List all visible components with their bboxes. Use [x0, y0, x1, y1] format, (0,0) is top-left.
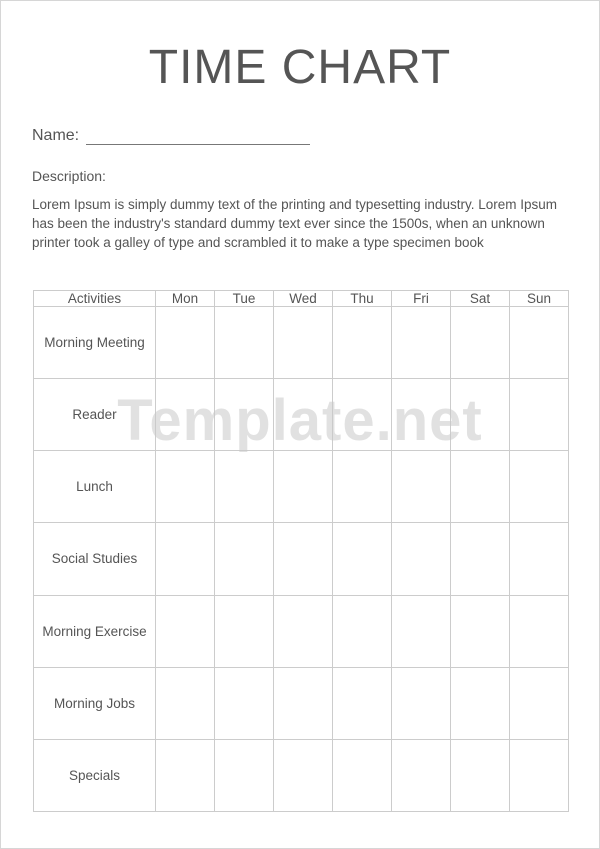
schedule-cell[interactable]	[451, 739, 510, 811]
schedule-cell[interactable]	[392, 307, 451, 379]
schedule-cell[interactable]	[333, 595, 392, 667]
activity-label: Morning Exercise	[34, 595, 156, 667]
schedule-cell[interactable]	[215, 595, 274, 667]
schedule-cell[interactable]	[156, 739, 215, 811]
header-sun: Sun	[510, 291, 569, 307]
schedule-cell[interactable]	[156, 379, 215, 451]
schedule-cell[interactable]	[156, 595, 215, 667]
schedule-cell[interactable]	[510, 595, 569, 667]
schedule-cell[interactable]	[510, 667, 569, 739]
schedule-cell[interactable]	[333, 307, 392, 379]
table-row	[34, 667, 569, 739]
schedule-cell[interactable]	[274, 523, 333, 595]
schedule-cell[interactable]	[156, 307, 215, 379]
table-row	[34, 739, 569, 811]
header-tue: Tue	[215, 291, 274, 307]
schedule-cell[interactable]	[333, 379, 392, 451]
schedule-cell[interactable]	[451, 451, 510, 523]
schedule-cell[interactable]	[274, 667, 333, 739]
activity-label: Specials	[34, 739, 156, 811]
schedule-cell[interactable]	[451, 595, 510, 667]
schedule-cell[interactable]	[510, 523, 569, 595]
header-activities: Activities	[34, 291, 156, 307]
description-text: Lorem Ipsum is simply dummy text of the printing and typesetting industry. Lorem Ipsum has been the industry's standard dummy text ever since the 1500s, when an unknown printer took a galley of type and scrambled it to make a type specimen book	[32, 197, 557, 250]
schedule-cell[interactable]	[215, 523, 274, 595]
header-mon: Mon	[156, 291, 215, 307]
name-field	[32, 127, 310, 145]
schedule-cell[interactable]	[333, 667, 392, 739]
activity-label: Morning Jobs	[34, 667, 156, 739]
schedule-cell[interactable]	[451, 523, 510, 595]
schedule-cell[interactable]	[215, 379, 274, 451]
table-row	[34, 523, 569, 595]
schedule-cell[interactable]	[333, 523, 392, 595]
time-chart-table	[33, 290, 569, 812]
schedule-cell[interactable]	[451, 379, 510, 451]
schedule-cell[interactable]	[451, 667, 510, 739]
schedule-cell[interactable]	[215, 667, 274, 739]
header-wed: Wed	[274, 291, 333, 307]
activity-label: Lunch	[34, 451, 156, 523]
activity-label: Reader	[34, 379, 156, 451]
activity-label: Social Studies	[34, 523, 156, 595]
activity-label: Morning Meeting	[34, 307, 156, 379]
schedule-cell[interactable]	[215, 307, 274, 379]
header-thu: Thu	[333, 291, 392, 307]
schedule-cell[interactable]	[333, 451, 392, 523]
schedule-cell[interactable]	[274, 739, 333, 811]
schedule-cell[interactable]	[274, 307, 333, 379]
schedule-cell[interactable]	[451, 307, 510, 379]
schedule-cell[interactable]	[215, 451, 274, 523]
schedule-cell[interactable]	[392, 523, 451, 595]
description-label: Description:	[32, 168, 106, 184]
schedule-cell[interactable]	[392, 739, 451, 811]
header-row	[34, 291, 569, 307]
schedule-cell[interactable]	[274, 379, 333, 451]
header-fri: Fri	[392, 291, 451, 307]
schedule-cell[interactable]	[510, 307, 569, 379]
schedule-cell[interactable]	[510, 451, 569, 523]
watermark: Template.net	[117, 388, 483, 453]
schedule-cell[interactable]	[274, 451, 333, 523]
schedule-cell[interactable]	[392, 451, 451, 523]
table-row	[34, 451, 569, 523]
schedule-cell[interactable]	[510, 739, 569, 811]
schedule-cell[interactable]	[392, 667, 451, 739]
table-row	[34, 379, 569, 451]
schedule-cell[interactable]	[156, 451, 215, 523]
schedule-cell[interactable]	[215, 739, 274, 811]
name-label: Name:	[32, 127, 80, 144]
schedule-cell[interactable]	[333, 739, 392, 811]
header-sat: Sat	[451, 291, 510, 307]
page-title: TIME CHART	[148, 41, 452, 94]
schedule-cell[interactable]	[274, 595, 333, 667]
schedule-cell[interactable]	[392, 595, 451, 667]
name-input-line[interactable]	[86, 128, 310, 145]
schedule-cell[interactable]	[510, 379, 569, 451]
table-row	[34, 595, 569, 667]
schedule-cell[interactable]	[156, 667, 215, 739]
table-row	[34, 307, 569, 379]
schedule-cell[interactable]	[156, 523, 215, 595]
schedule-cell[interactable]	[392, 379, 451, 451]
